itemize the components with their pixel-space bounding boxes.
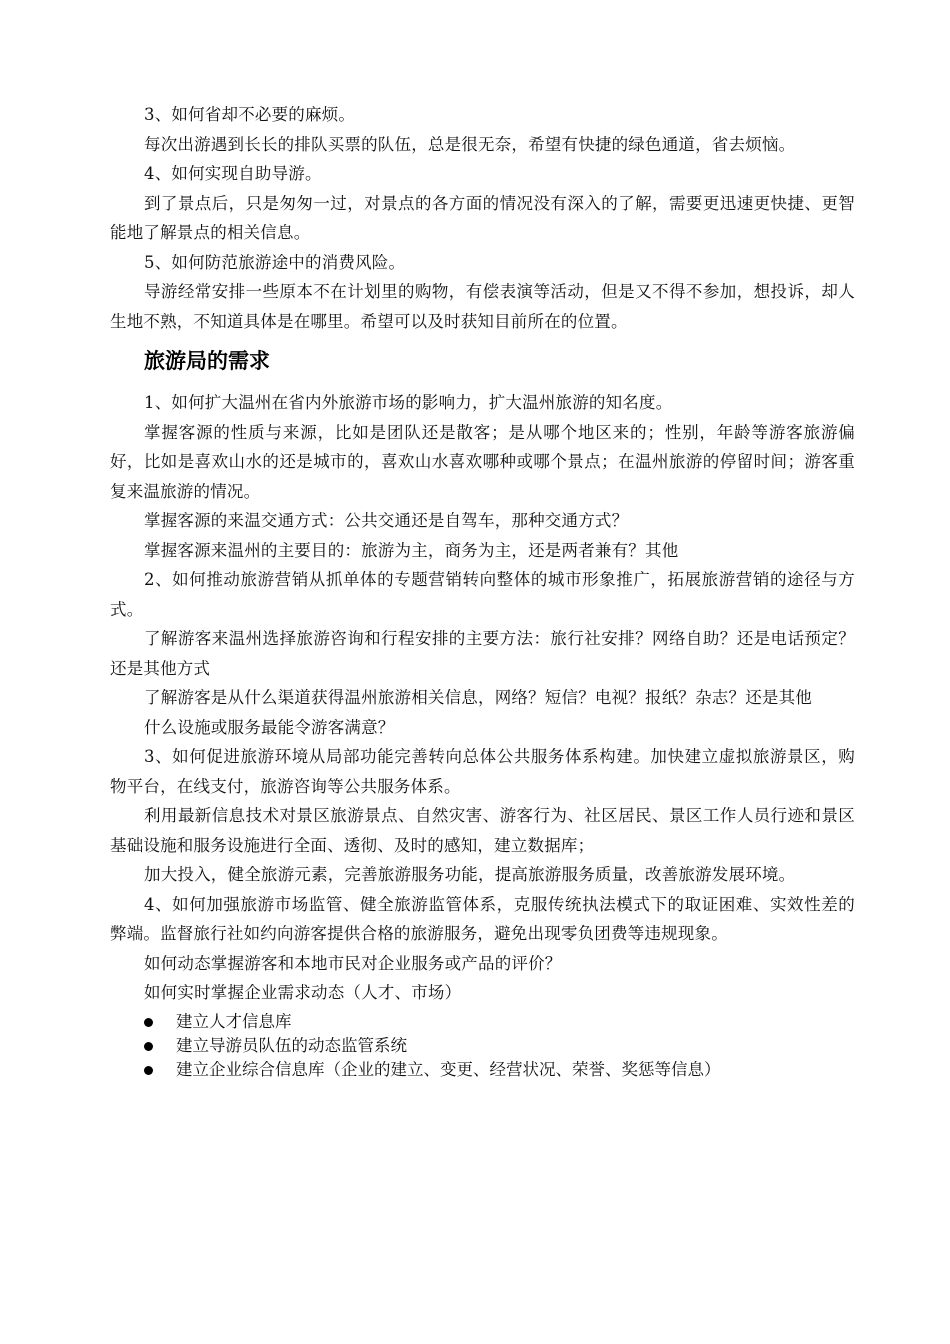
list-item [110,1058,855,1082]
paragraph: 掌握客源来温州的主要目的：旅游为主，商务为主，还是两者兼有？其他 [144,540,679,560]
paragraph: 3、如何促进旅游环境从局部功能完善转向总体公共服务体系构建。加快建立虚拟旅游景区，购物平台，在线支付，旅游咨询等公共服务体系。 [110,747,855,796]
paragraph: 什么设施或服务最能令游客满意？ [144,717,395,737]
bullet-icon [144,1066,153,1075]
list-item-text: 建立人才信息库 [176,1011,292,1031]
paragraph: 导游经常安排一些原本不在计划里的购物，有偿表演等活动，但是又不得不参加，想投诉，却人生地不熟，不知道具体是在哪里。希望可以及时获知目前所在的位置。 [110,282,855,331]
section-heading: 旅游局的需求 [144,349,270,373]
paragraph: 4、如何实现自助导游。 [144,164,322,183]
list-item-text: 建立企业综合信息库（企业的建立、变更、经营状况、荣誉、奖惩等信息） [176,1059,721,1079]
bullet-icon [144,1018,153,1027]
paragraph: 利用最新信息技术对景区旅游景点、自然灾害、游客行为、社区居民、景区工作人员行迹和景区基础设施和服务设施进行全面、透彻、及时的感知，建立数据库； [110,806,855,855]
list-item [110,1010,855,1034]
bullet-list [110,1010,855,1082]
paragraph: 1、如何扩大温州在省内外旅游市场的影响力，扩大温州旅游的知名度。 [144,393,673,412]
paragraph: 如何实时掌握企业需求动态（人才、市场） [144,983,462,1002]
paragraph: 3、如何省却不必要的麻烦。 [144,105,356,124]
paragraph: 2、如何推动旅游营销从抓单体的专题营销转向整体的城市形象推广，拓展旅游营销的途径与方式。 [110,570,855,619]
document-body [110,100,855,1082]
paragraph: 了解游客来温州选择旅游咨询和行程安排的主要方法：旅行社安排？网络自助？还是电话预定？还是其他方式 [110,629,855,678]
bullet-icon [144,1042,153,1051]
paragraph: 如何动态掌握游客和本地市民对企业服务或产品的评价？ [144,953,562,973]
paragraph: 掌握客源的来温交通方式：公共交通还是自驾车，那种交通方式？ [144,511,629,530]
paragraph: 了解游客是从什么渠道获得温州旅游相关信息，网络？短信？电视？报纸？杂志？还是其他 [144,688,812,707]
list-item [110,1034,855,1058]
paragraph: 加大投入，健全旅游元素，完善旅游服务功能，提高旅游服务质量，改善旅游发展环境。 [144,865,796,884]
paragraph: 4、如何加强旅游市场监管、健全旅游监管体系，克服传统执法模式下的取证困难、实效性差的弊端。监督旅行社如约向游客提供合格的旅游服务，避免出现零负团费等违规现象。 [110,894,855,943]
paragraph: 到了景点后，只是匆匆一过，对景点的各方面的情况没有深入的了解，需要更迅速更快捷、更智能地了解景点的相关信息。 [110,193,855,242]
paragraph: 掌握客源的性质与来源，比如是团队还是散客；是从哪个地区来的；性别，年龄等游客旅游偏好，比如是喜欢山水的还是城市的，喜欢山水喜欢哪种或哪个景点；在温州旅游的停留时间；游客重复来温旅游的情况。 [110,422,855,501]
paragraph: 5、如何防范旅游途中的消费风险。 [144,252,406,272]
list-item-text: 建立导游员队伍的动态监管系统 [176,1035,407,1055]
paragraph: 每次出游遇到长长的排队买票的队伍，总是很无奈，希望有快捷的绿色通道，省去烦恼。 [144,134,796,154]
